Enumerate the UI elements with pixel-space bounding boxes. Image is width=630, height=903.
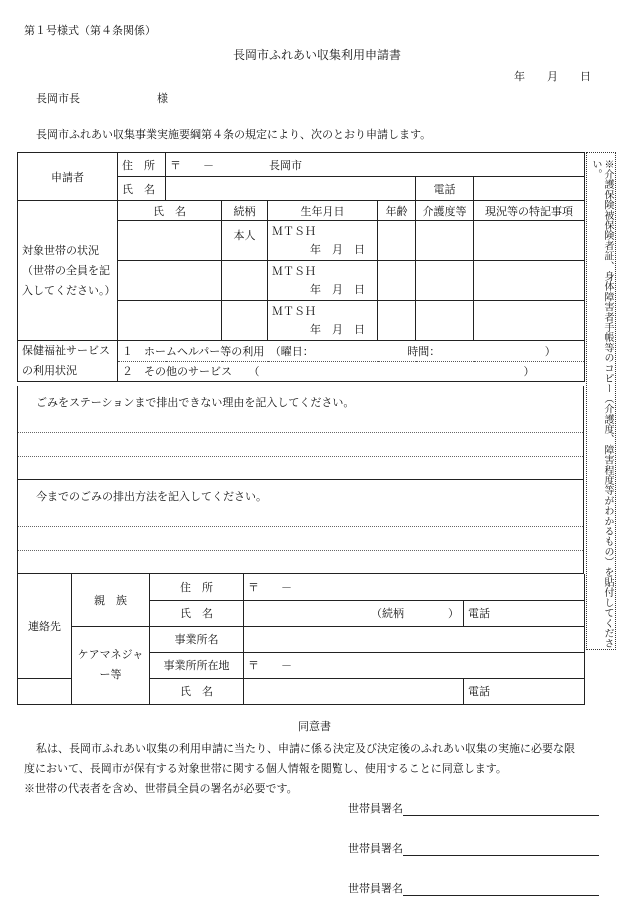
applicant-phone-field[interactable] [474, 177, 585, 201]
member-name-field[interactable] [118, 261, 222, 301]
reason-box[interactable] [17, 386, 584, 480]
age-field[interactable] [378, 261, 416, 301]
col-remarks: 現況等の特記事項 [474, 201, 585, 221]
col-birthdate: 生年月日 [268, 201, 378, 221]
consent-title: 同意書 [298, 720, 331, 733]
relative-phone-field[interactable]: 電話 [464, 600, 585, 626]
col-age: 年齢 [378, 201, 416, 221]
care-field[interactable] [416, 221, 474, 261]
office-address-field[interactable]: 〒 － [244, 652, 585, 678]
signature-line-3[interactable]: 世帯員署名 [348, 880, 599, 896]
consent-body-1: 私は、長岡市ふれあい収集の利用申請に当たり、申請に係る決定及び決定後のふれあい収集の実施に必要な限 [36, 742, 575, 755]
applicant-phone-label: 電話 [416, 177, 474, 201]
contact-table [17, 574, 585, 705]
form-number: 第１号様式（第４条関係） [24, 24, 156, 37]
side-note: ※介護保険被保険者証、身体障害者手帳等のコピー（介護度、障害程度等がわかるもの）を貼付してください。 [586, 152, 616, 650]
intro-text: 長岡市ふれあい収集事業実施要綱第４条の規定により、次のとおり申請します。 [36, 128, 432, 141]
consent-note: ※世帯の代表者を含め、世帯員全員の署名が必要です。 [24, 782, 298, 795]
reason-prompt: ごみをステーションまで排出できない理由を記入してください。 [36, 396, 355, 409]
remarks-field[interactable] [474, 261, 585, 301]
form-title: 長岡市ふれあい収集利用申請書 [233, 48, 402, 62]
service-row-1[interactable]: １ ホームヘルパー等の利用 （曜日： 時間： ） [118, 341, 585, 362]
household-label: 対象世帯の状況（世帯の全員を記入してください。） [18, 201, 118, 341]
birthdate-field[interactable]: ＭＴＳＨ 年 月 日 [268, 261, 378, 301]
col-relation: 続柄 [222, 201, 268, 221]
relative-label: 親 族 [72, 574, 150, 626]
caremanager-label: ケアマネジャー等 [72, 626, 150, 704]
relation-field[interactable] [222, 261, 268, 301]
age-field[interactable] [378, 221, 416, 261]
applicant-name-field[interactable] [166, 177, 416, 201]
date-field[interactable]: 年 月 日 [514, 70, 591, 83]
relative-name-label: 氏 名 [150, 600, 244, 626]
cm-name-field[interactable] [244, 678, 464, 704]
member-name-field[interactable] [118, 301, 222, 341]
relative-name-field[interactable]: （続柄 ） [244, 600, 464, 626]
office-name-label: 事業所名 [150, 626, 244, 652]
birthdate-field[interactable]: ＭＴＳＨ 年 月 日 [268, 301, 378, 341]
service-row-2[interactable]: ２ その他のサービス （ ） [118, 361, 585, 382]
applicant-address-label: 住 所 [118, 153, 166, 177]
relative-address-label: 住 所 [150, 574, 244, 600]
cm-phone-field[interactable]: 電話 [464, 678, 585, 704]
age-field[interactable] [378, 301, 416, 341]
signature-line-2[interactable]: 世帯員署名 [348, 840, 599, 856]
office-name-field[interactable] [244, 626, 585, 652]
relative-address-field[interactable]: 〒 － [244, 574, 585, 600]
method-prompt: 今までのごみの排出方法を記入してください。 [36, 490, 267, 503]
care-field[interactable] [416, 301, 474, 341]
application-table [17, 152, 585, 382]
applicant-address-field[interactable]: 〒 － 長岡市 [166, 153, 585, 177]
contact-label: 連絡先 [18, 574, 72, 678]
office-address-label: 事業所所在地 [150, 652, 244, 678]
applicant-label: 申請者 [18, 153, 118, 201]
col-name: 氏 名 [118, 201, 222, 221]
signature-line-1[interactable]: 世帯員署名 [348, 800, 599, 816]
addressee: 長岡市長 様 [36, 92, 168, 105]
city-label: 長岡市 [269, 158, 302, 172]
remarks-field[interactable] [474, 301, 585, 341]
remarks-field[interactable] [474, 221, 585, 261]
relation-field[interactable] [222, 301, 268, 341]
services-label: 保健福祉サービスの利用状況 [18, 341, 118, 382]
method-box[interactable] [17, 480, 584, 574]
applicant-name-label: 氏 名 [118, 177, 166, 201]
cm-name-label: 氏 名 [150, 678, 244, 704]
member-name-field[interactable] [118, 221, 222, 261]
relation-self: 本人 [222, 221, 268, 261]
col-care-level: 介護度等 [416, 201, 474, 221]
consent-body-2: 度において、長岡市が保有する対象世帯に関する個人情報を閲覧し、使用することに同意します。 [24, 762, 507, 775]
care-field[interactable] [416, 261, 474, 301]
birthdate-field[interactable]: ＭＴＳＨ 年 月 日 [268, 221, 378, 261]
